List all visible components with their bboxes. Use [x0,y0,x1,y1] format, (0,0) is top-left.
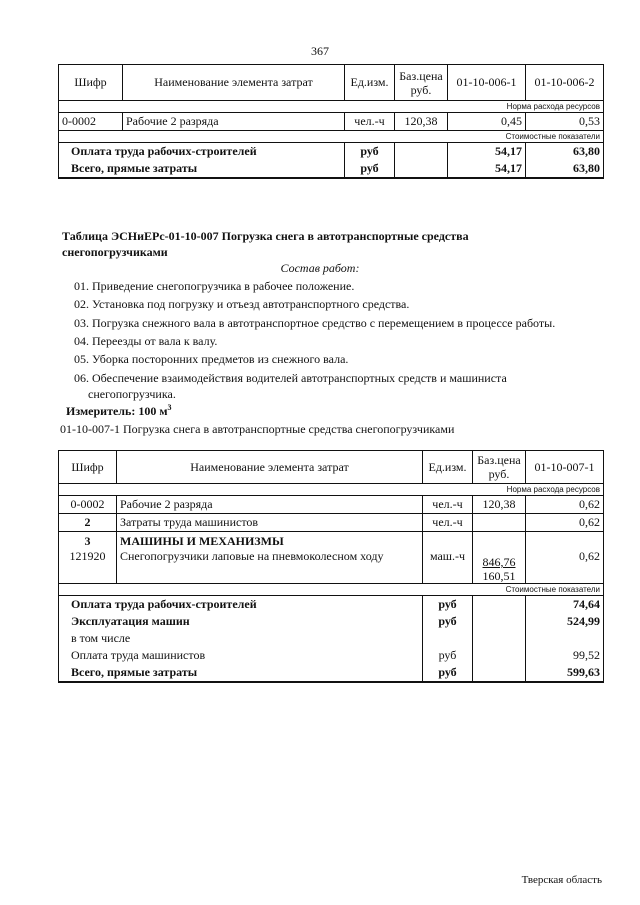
cost-table-1 [58,64,604,179]
row-price-cell [473,549,526,584]
total-row [59,647,604,664]
measure-unit: Измеритель: 100 $м^3$ [66,403,172,418]
row-value-2: 0,53 [526,113,604,131]
row-value-1: 0,45 [448,113,526,131]
norm-code-line: 01-10-007-1 Погрузка снега в автотранспортные средства снегопогрузчиками [60,422,455,436]
total-row [59,630,604,647]
total-name: Всего, прямые затраты [59,160,345,178]
total-unit: руб [345,160,395,178]
section-title-line-2: снегопогрузчиками [62,245,168,259]
total-name: Всего, прямые затраты [59,664,423,682]
section-title [62,228,582,260]
work-item: 06. Обеспечение взаимодействия водителей автотранспортных средств и машиниста [74,371,507,385]
row-name: Снегопогрузчики лаповые на пневмоколесном ходу [117,549,423,584]
table-row [59,549,604,584]
row-name: Затраты труда машинистов [117,514,423,532]
page-number: 367 [311,44,329,58]
row-code: 2 [59,514,117,532]
header-cipher: Шифр [59,65,123,101]
row-price: 120,38 [473,496,526,514]
row-value: 0,62 [526,514,604,532]
header-unit: Ед.изм. [345,65,395,101]
total-row [59,143,604,161]
row-unit: маш.-ч [423,549,473,584]
table-header-row [59,451,604,484]
header-price: Баз.цена руб. [473,451,526,484]
row-code: 0-0002 [59,496,117,514]
total-unit: руб [423,613,473,630]
total-row [59,596,604,614]
row-code: 3 [59,532,117,550]
total-unit: руб [423,647,473,664]
work-item: 04. Переезды от вала к валу. [74,334,218,348]
cost-label: Стоимостные показатели [59,584,604,596]
row-price: 846,76 [482,555,516,569]
total-unit: руб [423,596,473,614]
header-name: Наименование элемента затрат [123,65,345,101]
work-item: 03. Погрузка снежного вала в автотранспортное средство с перемещением в процессе работы. [74,316,556,330]
row-value: 0,62 [526,549,604,584]
total-value-1: 54,17 [448,143,526,161]
row-unit: чел.-ч [345,113,395,131]
total-name: Оплата труда машинистов [59,647,423,664]
row-code: 0-0002 [59,113,123,131]
total-value: 524,99 [526,613,604,630]
work-item: 02. Установка под погрузку и отъезд автотранспортного средства. [74,297,410,311]
section-title-line-1: Таблица ЭСНиЕРс-01-10-007 Погрузка снега в автотранспортные средства [62,229,469,243]
norm-label: Норма расхода ресурсов [117,484,604,496]
row-price [473,514,526,532]
total-value-2: 63,80 [526,143,604,161]
total-value-2: 63,80 [526,160,604,178]
row-price: 120,38 [395,113,448,131]
table-row [59,113,604,131]
total-name: Эксплуатация машин [59,613,423,630]
cost-label: Стоимостные показатели [59,131,604,143]
header-price: Баз.цена руб. [395,65,448,101]
work-item: 05. Уборка посторонних предметов из снежного вала. [74,352,349,366]
total-name: в том числе [59,630,423,647]
table-header-row [59,65,604,101]
header-unit: Ед.изм. [423,451,473,484]
header-code-1: 01-10-007-1 [526,451,604,484]
header-code-2: 01-10-006-2 [526,65,604,101]
row-code: 121920 [59,549,117,584]
row-value: 0,62 [526,496,604,514]
total-unit: руб [345,143,395,161]
header-code-1: 01-10-006-1 [448,65,526,101]
row-unit: чел.-ч [423,496,473,514]
row-price-secondary: 160,51 [482,569,516,583]
total-unit: руб [423,664,473,682]
row-name: Рабочие 2 разряда [123,113,345,131]
row-unit: чел.-ч [423,514,473,532]
total-row [59,664,604,682]
composition-heading: Состав работ: [280,261,360,275]
header-name: Наименование элемента затрат [117,451,423,484]
cost-table-2 [58,450,604,683]
header-cipher: Шифр [59,451,117,484]
table-row [59,514,604,532]
work-item: снегопогрузчика. [88,387,176,401]
total-name: Оплата труда рабочих-строителей [59,143,345,161]
norm-label: Норма расхода ресурсов [123,101,604,113]
row-name: Рабочие 2 разряда [117,496,423,514]
total-row [59,160,604,178]
table-row [59,532,604,550]
footer-region: Тверская область [521,874,602,886]
total-value-1: 54,17 [448,160,526,178]
total-value: 74,64 [526,596,604,614]
work-item: 01. Приведение снегопогрузчика в рабочее положение. [74,279,355,293]
total-value: 599,63 [526,664,604,682]
table-row [59,496,604,514]
row-name: МАШИНЫ И МЕХАНИЗМЫ [117,532,423,550]
total-row [59,613,604,630]
total-name: Оплата труда рабочих-строителей [59,596,423,614]
total-value: 99,52 [526,647,604,664]
